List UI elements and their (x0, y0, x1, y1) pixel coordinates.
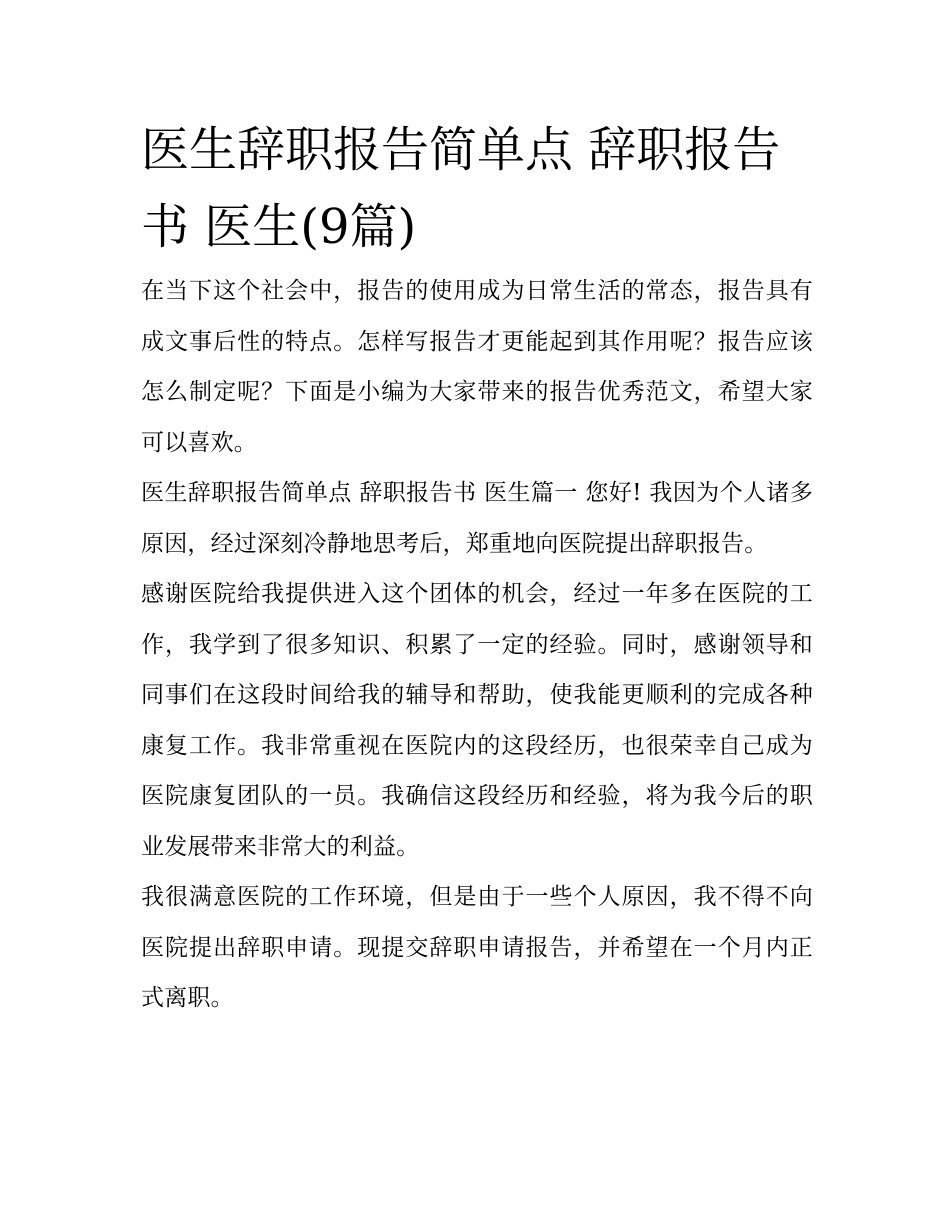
document-title: 医生辞职报告简单点 辞职报告书 医生(9篇) (141, 122, 781, 255)
paragraph-intro: 在当下这个社会中，报告的使用成为日常生活的常态，报告具有成文事后性的特点。怎样写报告才更能起到其作用呢？报告应该怎么制定呢？下面是小编为大家带来的报告优秀范文，希望大家可以喜欢。 (141, 278, 813, 456)
paragraph-opening: 医生辞职报告简单点 辞职报告书 医生篇一 您好! 我因为个人诸多原因，经过深刻冷静地思考后，郑重地向医院提出辞职报告。 (141, 480, 813, 557)
paragraph-resignation-request: 我很满意医院的工作环境，但是由于一些个人原因，我不得不向医院提出辞职申请。现提交辞职申请报告，并希望在一个月内正式离职。 (141, 884, 813, 1011)
document-body (141, 112, 813, 1024)
paragraph-gratitude: 感谢医院给我提供进入这个团体的机会，经过一年多在医院的工作，我学到了很多知识、积累了一定的经验。同时，感谢领导和同事们在这段时间给我的辅导和帮助，使我能更顺利的完成各种康复工作。我非常重视在医院内的这段经历，也很荣幸自己成为医院康复团队的一员。我确信这段经历和经验，将为我今后的职业发展带来非常大的利益。 (141, 581, 813, 860)
